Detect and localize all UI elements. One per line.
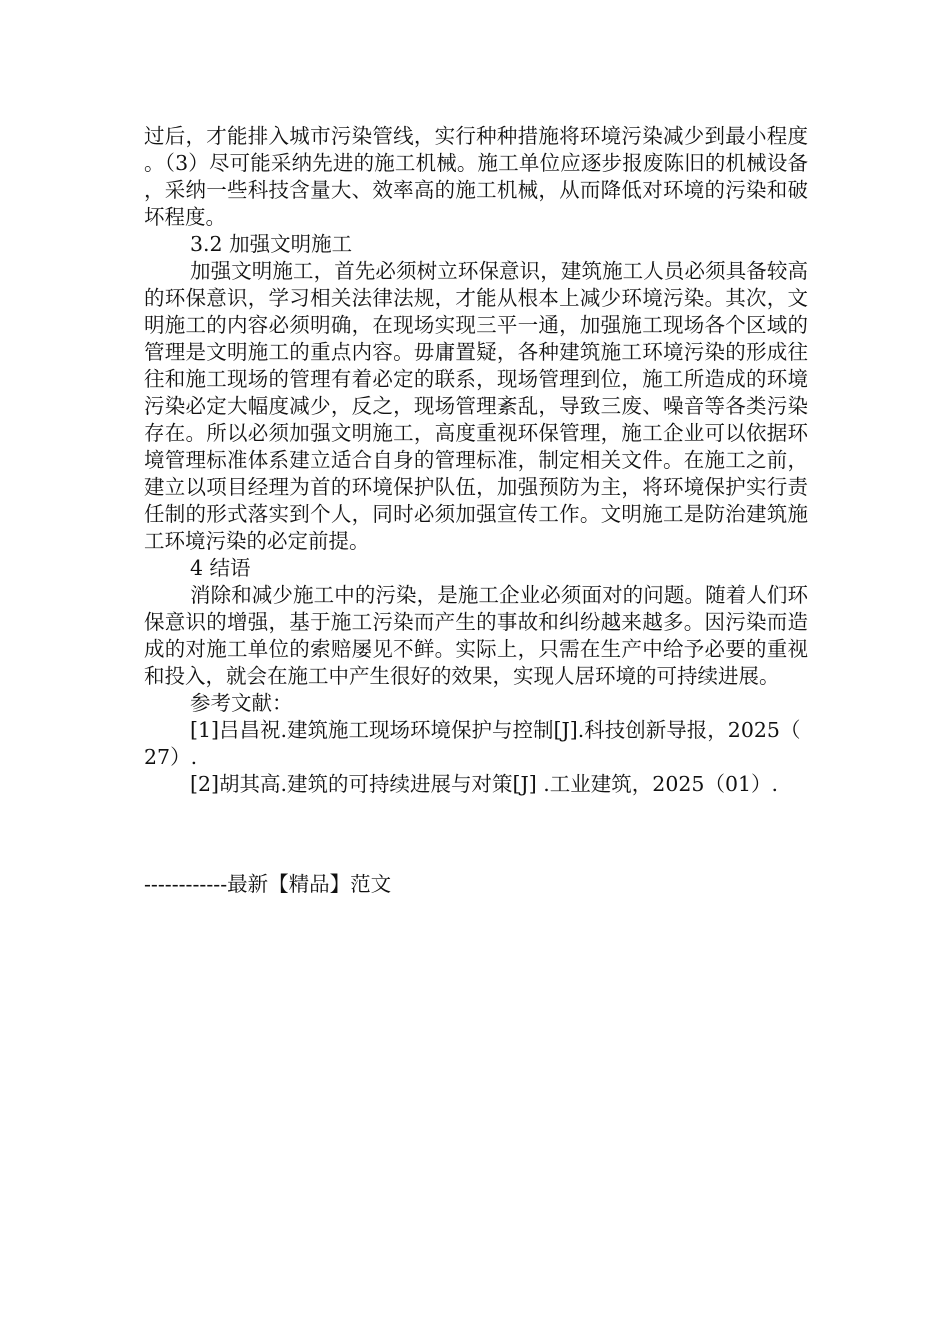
paragraph-conclusion: 消除和减少施工中的污染，是施工企业必须面对的问题。随着人们环保意识的增强，基于施工污染而产生的事故和纠纷越来越多。因污染而造成的对施工单位的索赔屡见不鲜。实际上，只需在生产中给予必要的重视和投入，就会在施工中产生很好的效果，实现人居环境的可持续进展。 — [144, 583, 808, 688]
references-heading: 参考文献： — [190, 691, 293, 715]
document-body — [144, 123, 808, 798]
paragraph-continuation: 过后，才能排入城市污染管线，实行种种措施将环境污染减少到最小程度。（3）尽可能采纳先进的施工机械。施工单位应逐步报废陈旧的机械设备，采纳一些科技含量大、效率高的施工机械，从而降低对环境的污染和破坏程度。 — [144, 124, 808, 229]
paragraph-civilized-construction: 加强文明施工，首先必须树立环保意识，建筑施工人员必须具备较高的环保意识，学习相关法律法规，才能从根本上减少环境污染。其次，文明施工的内容必须明确，在现场实现三平一通，加强施工现场各个区域的管理是文明施工的重点内容。毋庸置疑，各种建筑施工环境污染的形成往往和施工现场的管理有着必定的联系，现场管理到位，施工所造成的环境污染必定大幅度减少，反之，现场管理紊乱，导致三废、噪音等各类污染存在。所以必须加强文明施工，高度重视环保管理，施工企业可以依据环境管理标准体系建立适合自身的管理标准，制定相关文件。在施工之前，建立以项目经理为首的环境保护队伍，加强预防为主，将环境保护实行责任制的形式落实到个人，同时必须加强宣传工作。文明施工是防治建筑施工环境污染的必定前提。 — [144, 259, 808, 553]
section-heading-3-2: 3.2 加强文明施工 — [190, 232, 353, 256]
reference-item-1: [1]吕昌祝.建筑施工现场环境保护与控制[J].科技创新导报，2025（27）. — [144, 718, 801, 769]
section-heading-conclusion: 4 结语 — [190, 556, 251, 580]
footer-text: ------------最新【精品】范文 — [144, 872, 392, 896]
reference-item-2: [2]胡其高.建筑的可持续进展与对策[J] .工业建筑，2025（01）. — [190, 772, 779, 796]
